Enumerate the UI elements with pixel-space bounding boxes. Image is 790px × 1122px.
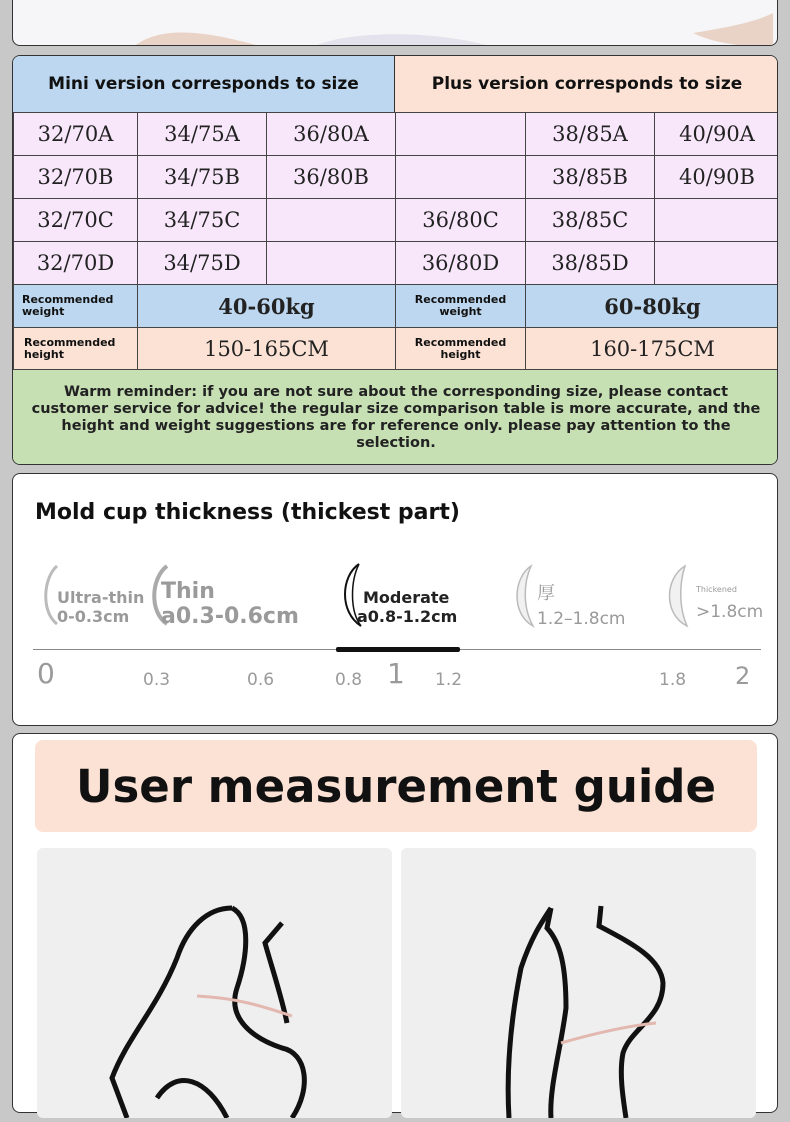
product-photo	[12, 0, 778, 46]
tick-label: 0.3	[143, 670, 171, 690]
size-cell: 36/80A	[267, 113, 396, 156]
thickness-ultra-thin: Ultra-thin 0-0.3cm	[57, 588, 145, 626]
size-table	[13, 112, 778, 371]
cup-thick-icon	[509, 562, 539, 630]
measurement-guide	[12, 733, 778, 1113]
thickness-moderate: Moderate a0.8-1.2cm	[357, 588, 458, 626]
selected-range-indicator	[336, 647, 460, 652]
table-row	[14, 242, 779, 285]
guide-card-left	[37, 848, 392, 1118]
height-row	[14, 328, 779, 371]
front-body-outline-icon	[401, 848, 756, 1118]
size-cell: 32/70A	[14, 113, 138, 156]
warm-reminder: Warm reminder: if you are not sure about the corresponding size, please contact customer service for advice! the regular size comparison table is more accurate, and the height and weight suggestions are for reference only. please pay attention to the selection.	[13, 369, 778, 465]
tick-label: 1.8	[659, 670, 687, 690]
table-row	[14, 199, 779, 242]
size-cell: 34/75A	[138, 113, 267, 156]
size-cell	[267, 242, 396, 285]
tick-label: 0.6	[247, 670, 275, 690]
mini-height-value: 150-165CM	[138, 328, 396, 371]
side-body-outline-icon	[37, 848, 392, 1118]
guide-title: User measurement guide	[35, 740, 757, 832]
size-cell: 34/75C	[138, 199, 267, 242]
tick-label: 1	[387, 657, 405, 690]
size-cell: 36/80B	[267, 156, 396, 199]
thickness-thickened: Thickened >1.8cm	[696, 585, 764, 622]
size-cell: 38/85D	[526, 242, 655, 285]
cup-thickened-icon	[661, 562, 695, 630]
weight-label-plus: Recommended weight	[396, 285, 526, 328]
size-cell	[396, 156, 526, 199]
model-photo-illustration	[13, 0, 778, 46]
size-cell	[267, 199, 396, 242]
guide-card-right	[401, 848, 756, 1118]
mini-weight-value: 40-60kg	[138, 285, 396, 328]
mold-thickness-panel	[12, 473, 778, 726]
table-row	[14, 113, 779, 156]
size-chart	[12, 55, 778, 465]
plus-version-header: Plus version corresponds to size	[395, 56, 778, 112]
size-cell: 40/90A	[655, 113, 779, 156]
height-label-mini: Recommended height	[14, 328, 138, 371]
tick-label: 2	[735, 662, 751, 690]
size-cell: 34/75D	[138, 242, 267, 285]
tick-label: 0	[37, 657, 55, 690]
plus-weight-value: 60-80kg	[526, 285, 779, 328]
table-row	[14, 156, 779, 199]
size-cell: 32/70D	[14, 242, 138, 285]
weight-label-mini: Recommended weight	[14, 285, 138, 328]
height-label-plus: Recommended height	[396, 328, 526, 371]
size-cell: 34/75B	[138, 156, 267, 199]
tick-label: 0.8	[335, 670, 363, 690]
weight-row	[14, 285, 779, 328]
size-cell	[396, 113, 526, 156]
size-cell: 32/70B	[14, 156, 138, 199]
thickness-thick: 厚 1.2–1.8cm	[537, 583, 626, 629]
size-cell: 38/85B	[526, 156, 655, 199]
size-cell: 32/70C	[14, 199, 138, 242]
thickness-thin: Thin a0.3-0.6cm	[161, 579, 299, 629]
size-cell: 36/80D	[396, 242, 526, 285]
mini-version-header: Mini version corresponds to size	[13, 56, 395, 112]
size-cell: 40/90B	[655, 156, 779, 199]
size-cell	[655, 199, 779, 242]
size-cell: 36/80C	[396, 199, 526, 242]
plus-height-value: 160-175CM	[526, 328, 779, 371]
size-cell: 38/85C	[526, 199, 655, 242]
tick-label: 1.2	[435, 670, 463, 690]
size-cell	[655, 242, 779, 285]
size-cell: 38/85A	[526, 113, 655, 156]
mold-title: Mold cup thickness (thickest part)	[35, 500, 460, 525]
